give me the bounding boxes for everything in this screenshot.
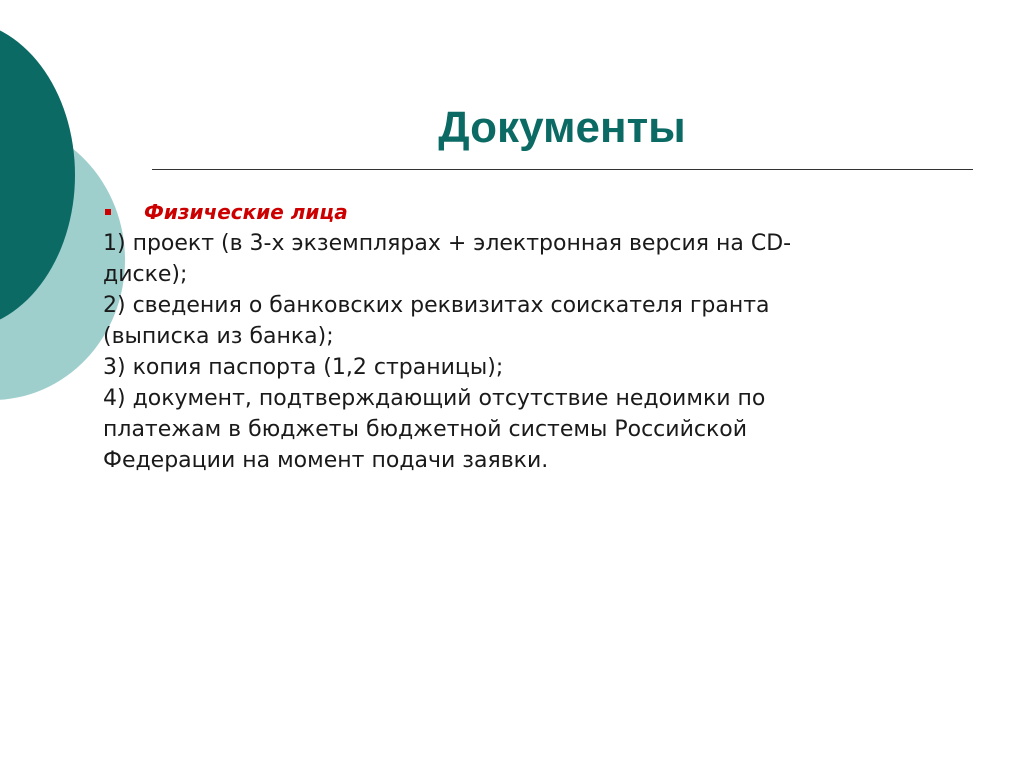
square-bullet-icon xyxy=(105,209,111,215)
body-line: 2) сведения о банковских реквизитах соискателя гранта xyxy=(103,293,770,318)
slide-content xyxy=(103,196,923,476)
body-line: платежам в бюджеты бюджетной системы Российской xyxy=(103,417,748,442)
body-line: диске); xyxy=(103,262,188,287)
body-line: 3) копия паспорта (1,2 страницы); xyxy=(103,355,504,380)
slide-title: Документы xyxy=(438,103,686,152)
body-line: Федерации на момент подачи заявки. xyxy=(103,448,549,473)
bullet-item xyxy=(103,196,923,228)
body-line: 1) проект (в 3-х экземплярах + электронная версия на CD- xyxy=(103,231,792,256)
body-line: (выписка из банка); xyxy=(103,324,334,349)
title-divider xyxy=(152,169,973,170)
section-heading: Физические лица xyxy=(144,200,348,224)
body-line: 4) документ, подтверждающий отсутствие недоимки по xyxy=(103,386,766,411)
